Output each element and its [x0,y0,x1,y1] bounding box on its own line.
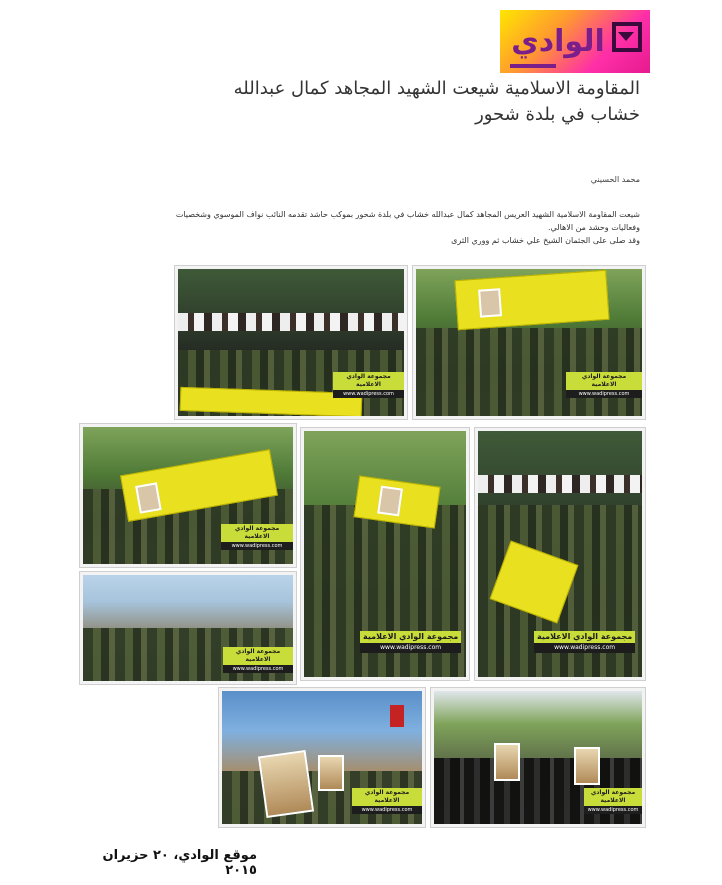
article-author: محمد الحسيني [590,175,640,184]
photo-watermark: مجموعة الوادي الاعلامية www.wadipress.com [534,631,635,653]
photo-portrait [574,747,600,785]
photo-procession-street[interactable] [79,571,297,685]
photo-portrait [494,743,520,781]
photo-watermark: مجموعة الوادي الاعلامية www.wadipress.com [221,524,293,550]
photo-fighters-mourning[interactable] [474,427,646,681]
article-paragraph: شيعت المقاومة الاسلامية الشهيد العريس المجاهد كمال عبدالله خشاب في بلدة شحور بموكب حاشد تقدمه النائب نواف الموسوي وشخصيات وفعاليات وحشد من الاهالي. [175,210,640,232]
photo-watermark: مجموعة الوادي الاعلامية www.wadipress.com [566,372,642,398]
photo-coffin-trees[interactable] [300,427,470,681]
logo-underline [510,64,556,68]
logo-wordmark: الوادي [511,24,605,59]
page-footer: موقع الوادي، ٢٠ حزيران ٢٠١٥ [102,848,257,878]
photo-portrait [318,755,344,791]
logo-mark-icon [612,22,642,52]
photo-portrait [258,750,314,818]
photo-watermark: مجموعة الوادي الاعلامية www.wadipress.com [360,631,461,653]
photo-women-march[interactable] [430,687,646,828]
photo-crowd-detail [178,313,404,331]
photo-watermark: مجموعة الوادي الاعلامية www.wadipress.com [584,788,642,814]
photo-coffin [454,270,609,330]
photo-coffin-carriers-1[interactable] [412,265,646,420]
photo-watermark: مجموعة الوادي الاعلامية www.wadipress.com [223,647,293,673]
article-paragraph: وقد صلى على الجثمان الشيخ علي خشاب ثم ووري الثرى [451,236,640,245]
photo-watermark: مجموعة الوادي الاعلامية www.wadipress.com [333,372,404,398]
photo-crowd-detail [478,475,642,493]
photo-clerics-prayer[interactable] [174,265,408,420]
article-body [170,208,640,247]
photo-portraits-march[interactable] [218,687,426,828]
article-title: المقاومة الاسلامية شيعت الشهيد المجاهد كمال عبدالله خشاب في بلدة شحور [233,78,640,125]
flag [390,705,404,727]
photo-watermark: مجموعة الوادي الاعلامية www.wadipress.com [352,788,422,814]
photo-coffin-carriers-2[interactable] [79,423,297,568]
site-logo[interactable] [500,10,650,73]
